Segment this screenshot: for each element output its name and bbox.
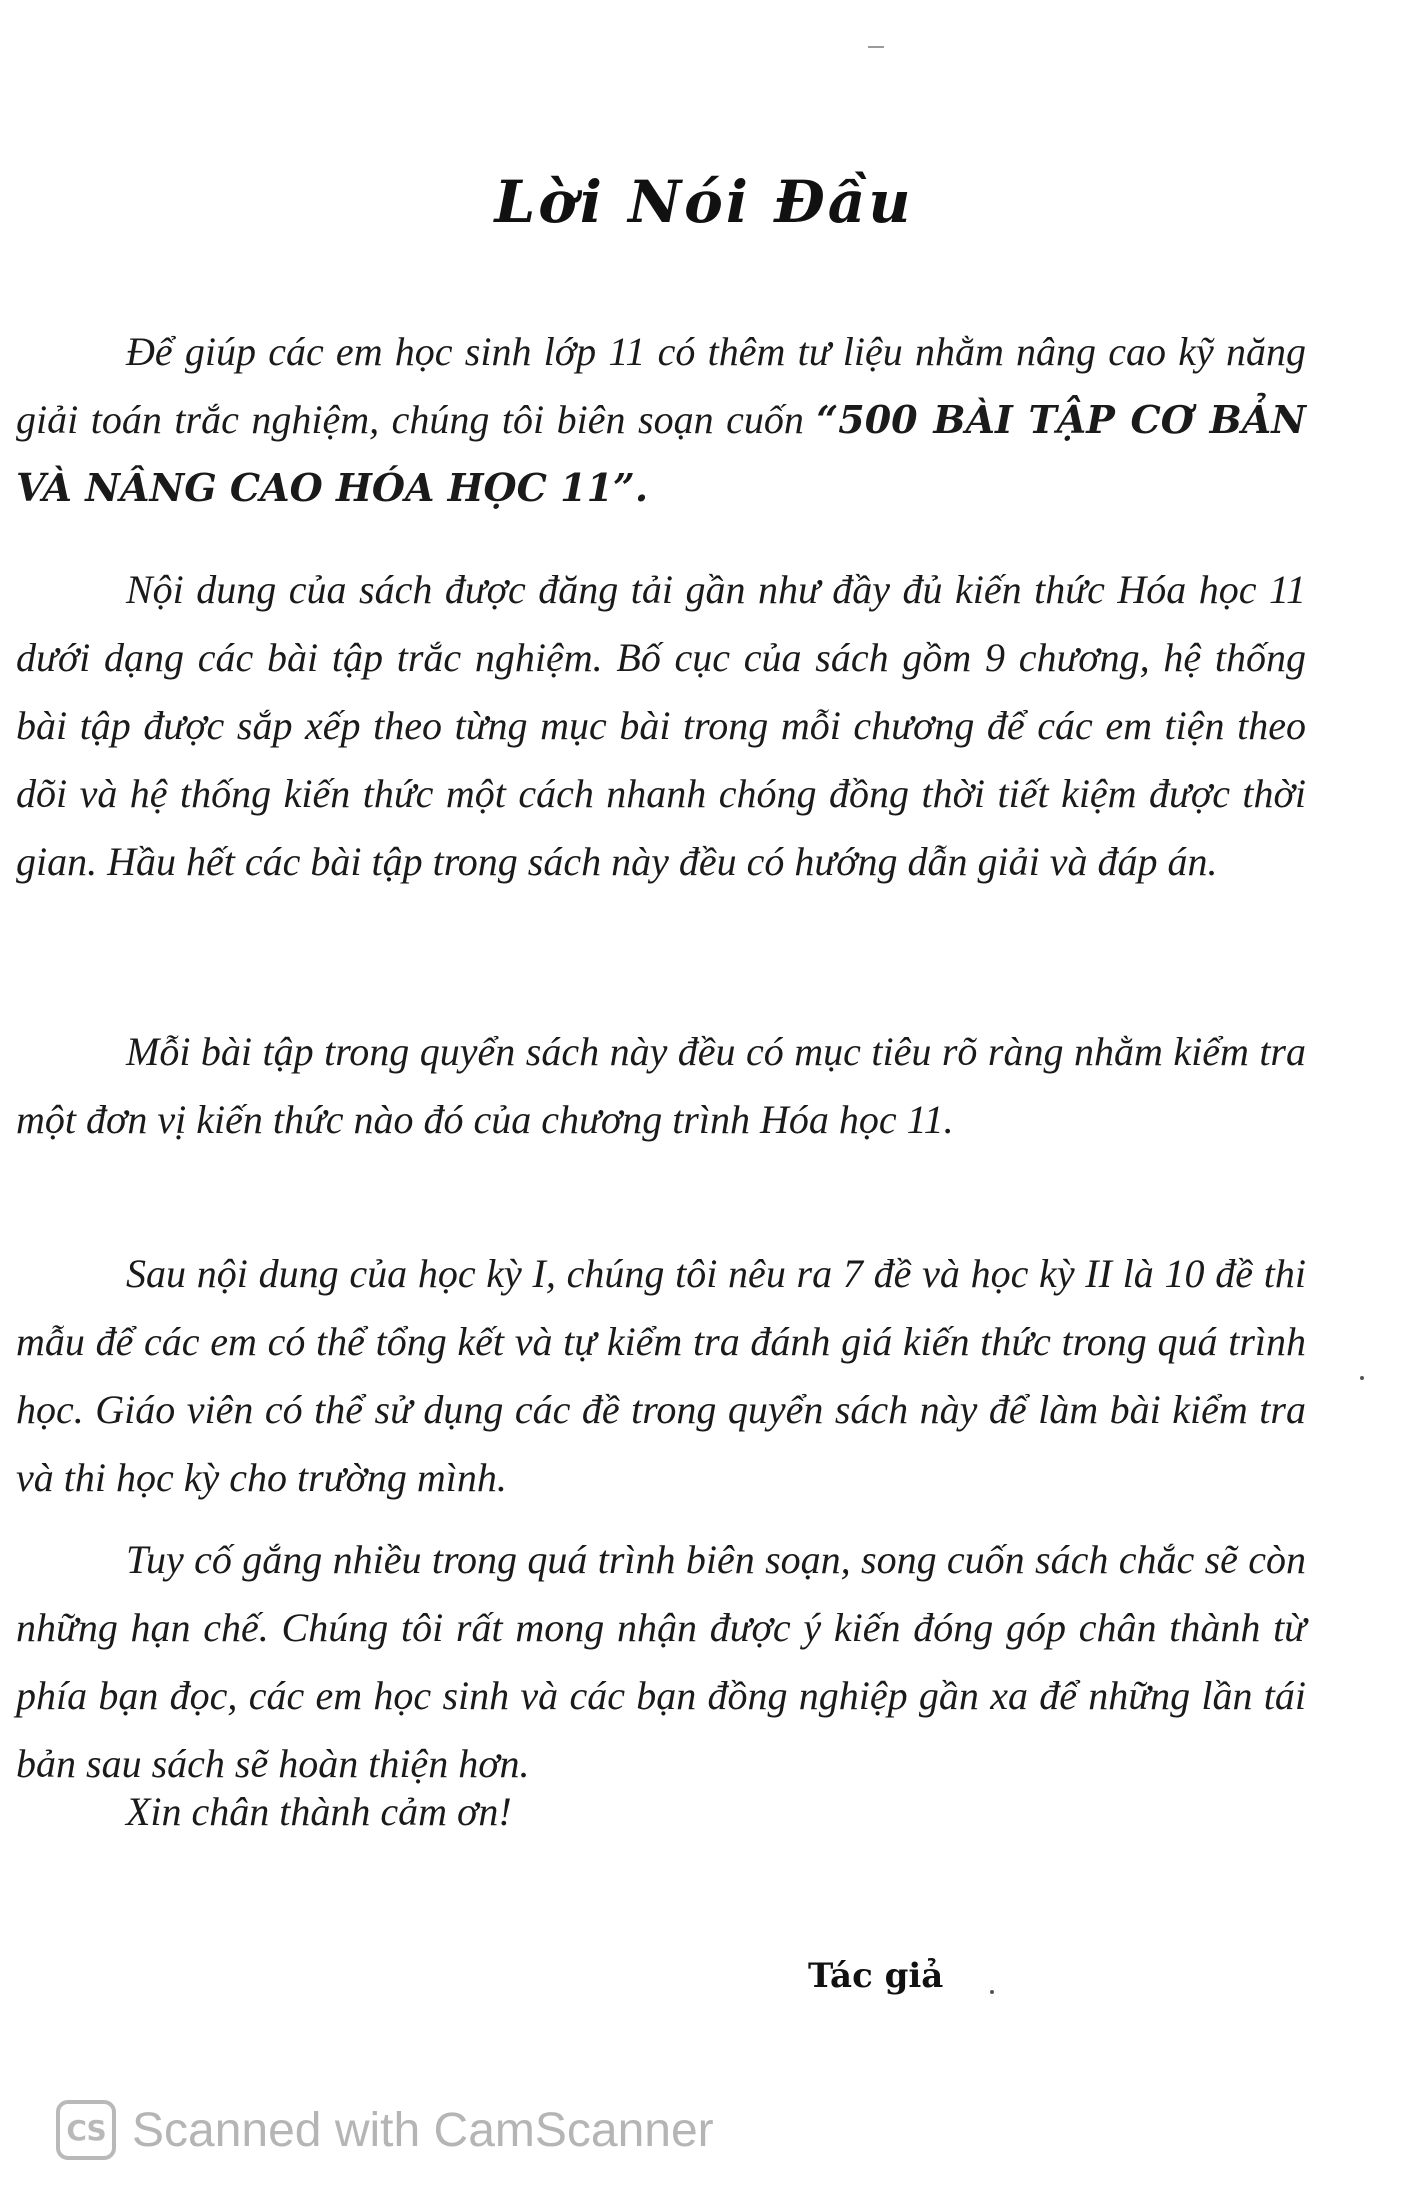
paragraph-exams [16, 1240, 1306, 1512]
paragraph-feedback [16, 1526, 1306, 1798]
paragraph-feedback-text: Tuy cố gắng nhiều trong quá trình biên soạn, song cuốn sách chắc sẽ còn những hạn chế. Chúng tôi rất mong nhận được ý kiến đóng góp chân thành từ phía bạn đọc, các em học sinh và các bạn đồng nghiệp gần xa để những lần tái bản sau sách sẽ hoàn thiện hơn. [16, 1537, 1306, 1786]
paragraph-thanks-text: Xin chân thành cảm ơn! [126, 1789, 512, 1834]
book-title: “500 BÀI TẬP CƠ BẢN VÀ NÂNG CAO HÓA HỌC 11”. [16, 397, 1306, 510]
camscanner-watermark [56, 2100, 714, 2160]
scan-speck [990, 1990, 994, 1994]
paragraph-intro-text: Để giúp các em học sinh lớp 11 có thêm tư liệu nhằm nâng cao kỹ năng giải toán trắc nghiệm, chúng tôi biên soạn cuốn [16, 329, 1306, 442]
scan-speck [1360, 1376, 1364, 1380]
author-signature: Tác giả [808, 1956, 944, 1996]
paragraph-thanks [16, 1778, 1306, 1846]
paragraph-intro [16, 318, 1306, 522]
paragraph-content-text: Nội dung của sách được đăng tải gần như đầy đủ kiến thức Hóa học 11 dưới dạng các bài tập trắc nghiệm. Bố cục của sách gồm 9 chương, hệ thống bài tập được sắp xếp theo từng mục bài trong mỗi chương để các em tiện theo dõi và hệ thống kiến thức một cách nhanh chóng đồng thời tiết kiệm được thời gian. Hầu hết các bài tập trong sách này đều có hướng dẫn giải và đáp án. [16, 567, 1306, 884]
paragraph-content [16, 556, 1306, 896]
paragraph-objectives-text: Mỗi bài tập trong quyển sách này đều có mục tiêu rõ ràng nhằm kiểm tra một đơn vị kiến thức nào đó của chương trình Hóa học 11. [16, 1029, 1306, 1142]
paragraph-objectives [16, 1018, 1306, 1154]
page-title: Lời Nói Đầu [494, 168, 914, 236]
paragraph-exams-text: Sau nội dung của học kỳ I, chúng tôi nêu ra 7 đề và học kỳ II là 10 đề thi mẫu để các em có thể tổng kết và tự kiểm tra đánh giá kiến thức trong quá trình học. Giáo viên có thể sử dụng các đề trong quyển sách này để làm bài kiểm tra và thi học kỳ cho trường mình. [16, 1251, 1306, 1500]
watermark-text: Scanned with CamScanner [132, 2103, 714, 2157]
camscanner-logo-icon: CS [56, 2100, 116, 2160]
scan-mark [868, 46, 884, 48]
